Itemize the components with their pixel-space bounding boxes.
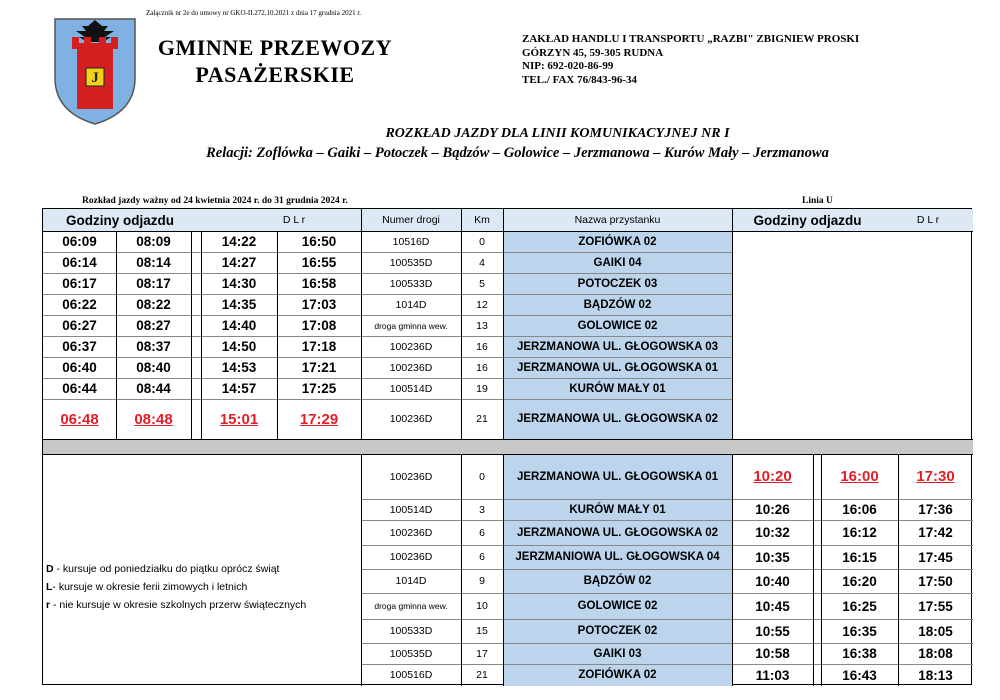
departure-time: 16:25 (842, 598, 877, 614)
departures-header: Godziny odjazdu (66, 212, 174, 228)
km-value: 3 (479, 503, 485, 516)
departure-time: 17:55 (918, 598, 953, 614)
departure-time: 17:03 (301, 297, 337, 312)
departure-time: 16:15 (842, 549, 877, 565)
operator-line: NIP: 692-020-86-99 (522, 60, 614, 72)
departure-time: 08:22 (136, 297, 171, 312)
departure-time: 08:14 (136, 255, 171, 270)
departure-time: 10:32 (755, 525, 790, 540)
road-number: 100533D (389, 625, 433, 637)
grid-line (43, 315, 732, 316)
departure-time: 17:25 (301, 381, 337, 396)
timetable-title: ROZKŁAD JAZDY DLA LINII KOMUNIKACYJNEJ NR I (385, 126, 730, 141)
departure-time: 14:50 (221, 339, 257, 354)
km-value: 4 (479, 256, 485, 269)
km-value: 12 (476, 298, 488, 311)
km-value: 5 (479, 277, 485, 290)
km-value: 6 (479, 551, 485, 563)
departure-time: 16:20 (842, 573, 877, 589)
stop-name: BĄDZÓW 02 (583, 575, 652, 587)
departure-time: 17:21 (301, 360, 337, 375)
departure-time: 16:55 (301, 255, 337, 270)
stop-name: GOLOWICE 02 (577, 600, 658, 612)
km-value: 0 (479, 235, 485, 248)
departure-time: 14:27 (221, 255, 257, 270)
operator-line: GÓRZYN 45, 59-305 RUDNA (522, 46, 664, 59)
road-number: 100236D (389, 526, 433, 539)
road-number: 1014D (395, 298, 427, 311)
km-header: Km (474, 214, 490, 226)
departures-header-return: Godziny odjazdu (753, 212, 862, 228)
grid-line (361, 569, 973, 570)
grid-line (361, 664, 973, 665)
departure-time: 10:35 (755, 549, 790, 565)
grid-line (43, 294, 732, 295)
stop-name: BĄDZÓW 02 (583, 298, 652, 311)
departure-time: 08:44 (136, 381, 171, 396)
road-header: Numer drogi (382, 214, 440, 226)
road-number: 100533D (389, 277, 433, 290)
grid-line (201, 231, 202, 439)
legend-code: D (46, 563, 54, 575)
road-number: 100236D (389, 340, 433, 353)
route-relation: Relacji: Zoflówka – Gaiki – Potoczek – Bądzów – Golowice – Jerzmanowa – Kurów Mały – Jerzmanowa (206, 145, 829, 161)
legend-text: - kursuje w okresie ferii zimowych i letnich (52, 581, 248, 593)
km-value: 6 (479, 526, 485, 539)
stop-name: GOLOWICE 02 (577, 319, 658, 332)
operator-line: TEL./ FAX 76/843-96-34 (522, 73, 637, 86)
departure-time: 06:14 (62, 255, 97, 270)
grid-line (361, 209, 362, 439)
departure-time: 17:30 (916, 468, 955, 485)
grid-line (361, 454, 362, 686)
coat-of-arms-icon (52, 16, 138, 126)
departure-time: 16:00 (840, 468, 879, 485)
km-value: 16 (476, 340, 488, 353)
road-number: 10516D (392, 235, 430, 248)
dlr-header: D L r (282, 214, 306, 226)
road-number: 100236D (389, 470, 433, 483)
departure-time: 14:53 (221, 360, 257, 375)
departure-time: 06:44 (62, 381, 97, 396)
departure-time: 10:45 (755, 598, 790, 614)
grid-line (43, 454, 973, 455)
grid-line (732, 454, 733, 686)
departure-time: 06:27 (62, 318, 97, 333)
stop-name: GAIKI 04 (593, 256, 642, 269)
dlr-header-return: D L r (916, 214, 940, 226)
road-number: 100535D (389, 647, 433, 660)
grid-line (461, 209, 462, 439)
legend-code: L (46, 581, 53, 593)
departure-time: 16:12 (842, 525, 877, 540)
departure-time: 14:22 (221, 234, 257, 249)
departure-time: 16:06 (842, 502, 877, 517)
stop-name: KURÓW MAŁY 01 (569, 503, 666, 516)
departure-time: 18:08 (918, 646, 953, 661)
stop-header: Nazwa przystanku (574, 214, 661, 226)
validity-period: Rozkład jazdy ważny od 24 kwietnia 2024 r. do 31 grudnia 2024 r. (82, 196, 348, 206)
company-name-line: GMINNE PRZEWOZY (157, 35, 393, 60)
departure-time: 14:57 (221, 381, 257, 396)
departure-time: 10:40 (755, 573, 790, 589)
departure-time: 15:01 (219, 410, 259, 428)
legend-item (46, 578, 306, 596)
stop-name: JERZMANOWA UL. GŁOGOWSKA 03 (516, 340, 719, 353)
timetable-titles (0, 124, 1000, 163)
departure-time: 10:20 (753, 468, 792, 485)
grid-line (43, 439, 973, 440)
departure-time: 16:35 (842, 623, 877, 639)
stop-name: JERZMANOWA UL. GŁOGOWSKA 01 (516, 470, 719, 483)
road-number: 100236D (389, 413, 433, 425)
departure-time: 17:29 (299, 410, 339, 428)
grid-line (361, 643, 973, 644)
stop-name: JERZMANIOWA UL. GŁOGOWSKA 04 (515, 551, 720, 563)
grid-line (732, 209, 733, 439)
departure-time: 18:13 (918, 667, 953, 683)
grid-line (503, 454, 504, 686)
departure-time: 14:40 (221, 318, 257, 333)
grid-line (277, 231, 278, 439)
km-value: 19 (476, 382, 488, 395)
road-number: 100516D (389, 669, 433, 681)
stop-name: POTOCZEK 02 (577, 625, 658, 637)
departure-time: 08:27 (136, 318, 171, 333)
grid-line (821, 454, 822, 686)
departure-time: 17:36 (918, 502, 953, 517)
departure-time: 08:09 (136, 234, 171, 249)
legend (46, 560, 306, 614)
departure-time: 17:45 (918, 549, 953, 565)
stop-name: KURÓW MAŁY 01 (569, 382, 666, 395)
departure-time: 14:30 (221, 276, 257, 291)
km-value: 0 (479, 470, 485, 483)
company-name-line: PASAŻERSKIE (195, 62, 355, 87)
km-value: 21 (476, 413, 488, 425)
road-number: droga gminna wew. (374, 320, 448, 331)
legend-text: - kursuje od poniedziałku do piątku oprócz świąt (53, 563, 280, 575)
departure-time: 18:05 (918, 623, 953, 639)
km-value: 17 (476, 647, 488, 660)
grid-line (361, 619, 973, 620)
departure-time: 10:58 (755, 646, 790, 661)
departure-time: 17:42 (918, 525, 953, 540)
grid-line (43, 378, 732, 379)
departure-time: 16:50 (301, 234, 337, 249)
grid-line (461, 454, 462, 686)
km-value: 10 (476, 600, 488, 612)
departure-time: 06:17 (62, 276, 97, 291)
annex-note: Załącznik nr 2e do umowy nr GKO-II.272.10.2021 z dnia 17 grudnia 2021 r. (146, 9, 362, 17)
crest-letter: J (91, 70, 99, 86)
grid-line (361, 499, 973, 500)
road-number: 100514D (389, 382, 433, 395)
section-separator (43, 439, 973, 454)
operator-line: ZAKŁAD HANDLU I TRANSPORTU „RAZBI" ZBIGNIEW PROSKI (522, 33, 860, 45)
departure-time: 17:08 (301, 318, 337, 333)
departure-time: 06:22 (62, 297, 97, 312)
grid-line (43, 273, 732, 274)
road-number: 1014D (395, 575, 427, 587)
company-name (130, 34, 420, 88)
departure-time: 16:58 (301, 276, 337, 291)
road-number: 100236D (389, 361, 433, 374)
stop-name: JERZMANOWA UL. GŁOGOWSKA 01 (516, 361, 719, 374)
km-value: 15 (476, 625, 488, 637)
km-value: 9 (479, 575, 485, 587)
departure-time: 06:37 (62, 339, 97, 354)
stop-name: ZOFIÓWKA 02 (578, 669, 657, 681)
grid-line (191, 231, 192, 439)
departure-time: 10:55 (755, 623, 790, 639)
legend-code: r (46, 599, 51, 611)
departure-time: 06:09 (62, 234, 97, 249)
departure-time: 08:40 (136, 360, 171, 375)
grid-line (898, 454, 899, 686)
km-value: 21 (476, 669, 488, 681)
road-number: droga gminna wew. (374, 601, 448, 611)
departure-time: 08:37 (136, 339, 171, 354)
grid-line (361, 593, 973, 594)
grid-line (116, 231, 117, 439)
departure-time: 14:35 (221, 297, 257, 312)
stop-name: GAIKI 03 (593, 647, 642, 660)
stop-name: JERZMANOWA UL. GŁOGOWSKA 02 (516, 526, 719, 539)
departure-time: 06:40 (62, 360, 97, 375)
departure-time: 17:18 (301, 339, 337, 354)
grid-line (43, 357, 732, 358)
legend-item (46, 596, 306, 614)
departure-time: 16:43 (842, 667, 877, 683)
grid-line (43, 252, 732, 253)
departure-time: 11:03 (755, 667, 790, 683)
departure-time: 17:50 (918, 573, 953, 589)
grid-line (43, 336, 732, 337)
km-value: 13 (476, 319, 488, 332)
legend-text: - nie kursuje w okresie szkolnych przerw świątecznych (50, 599, 307, 611)
legend-item (46, 560, 306, 578)
stop-name: POTOCZEK 03 (577, 277, 658, 290)
operator-info (522, 33, 859, 87)
road-number: 100236D (389, 551, 433, 563)
grid-line (813, 454, 814, 686)
departure-time: 16:38 (842, 646, 877, 661)
road-number: 100514D (389, 503, 433, 516)
grid-line (361, 545, 973, 546)
grid-line (503, 209, 504, 439)
stop-name: JERZMANOWA UL. GŁOGOWSKA 02 (516, 413, 719, 425)
line-label: Linia U (802, 196, 833, 206)
departure-time: 10:26 (755, 502, 790, 517)
grid-line (361, 520, 973, 521)
stop-name: ZOFIÓWKA 02 (578, 235, 657, 248)
grid-line (43, 231, 973, 232)
grid-line (43, 399, 732, 400)
departure-time: 06:48 (60, 410, 99, 428)
departure-time: 08:17 (136, 276, 171, 291)
road-number: 100535D (389, 256, 433, 269)
departure-time: 08:48 (134, 410, 173, 428)
km-value: 16 (476, 361, 488, 374)
